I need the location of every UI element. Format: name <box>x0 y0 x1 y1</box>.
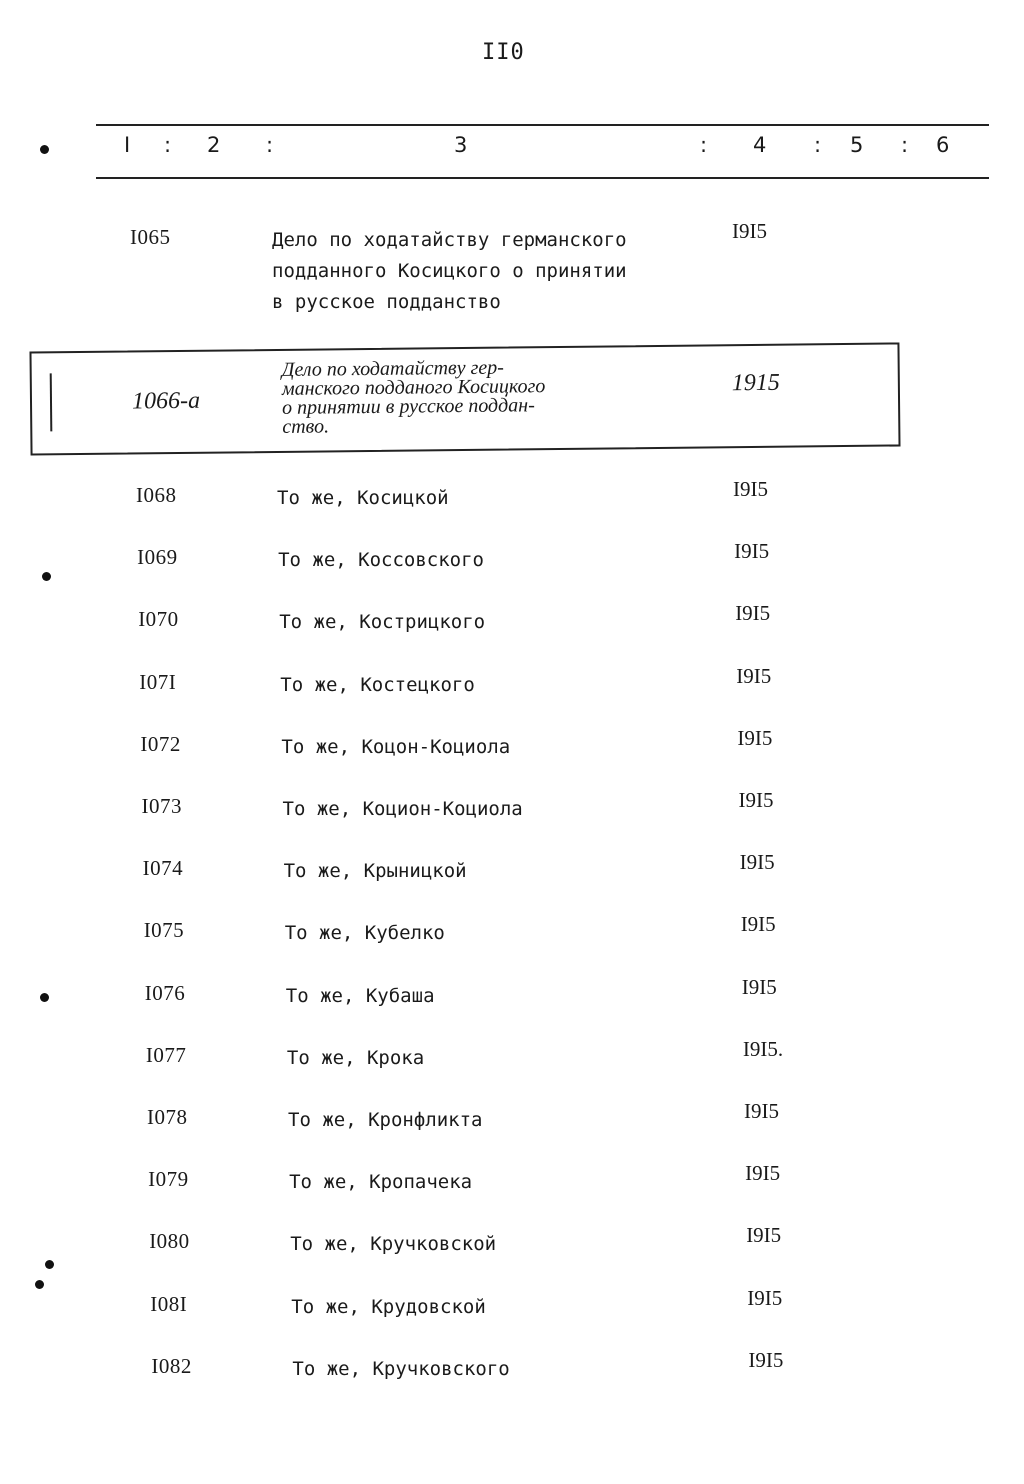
row-year: I9I5 <box>734 539 770 564</box>
header-col-5: 5 <box>850 133 864 157</box>
table-row <box>0 912 1024 958</box>
row-year: I9I5. <box>742 1036 784 1061</box>
pasted-correction-slip <box>29 342 900 455</box>
row-year: I9I5 <box>737 725 773 750</box>
table-row <box>0 477 1024 523</box>
row-title: То же, Кронфликта <box>288 1109 483 1131</box>
table-row <box>0 1161 1024 1207</box>
binding-hole <box>40 145 49 154</box>
row-number: I074 <box>142 856 184 881</box>
row-year: I9I5 <box>748 1347 784 1372</box>
header-col-3: 3 <box>454 133 468 157</box>
table-row-first <box>0 219 1024 313</box>
row-number: I080 <box>149 1229 190 1254</box>
slip-margin-mark <box>50 373 53 431</box>
header-col-4: 4 <box>753 133 767 157</box>
row-year: I9I5 <box>738 788 774 812</box>
row-year: I9I5 <box>740 912 776 937</box>
binding-hole <box>42 572 51 581</box>
slip-text: Дело по ходатайству гер- манского подданого Косицкого о принятии в русское поддан- ство. <box>281 356 546 438</box>
header-col-1: I <box>124 133 131 157</box>
row-title: То же, Крудовской <box>291 1295 486 1318</box>
table-header-top-rule <box>96 124 989 126</box>
row-title: То же, Кручковской <box>290 1233 497 1256</box>
row-number: I075 <box>143 918 185 943</box>
header-sep-3: : <box>700 133 708 157</box>
row-title: То же, Коцон-Коциола <box>281 735 511 758</box>
row-title: То же, Костецкого <box>280 673 475 696</box>
row-title: То же, Косицкой <box>277 487 449 509</box>
row-title: То же, Кручковского <box>292 1357 510 1380</box>
row-title: То же, Коцион-Коциола <box>282 798 523 820</box>
row-title: То же, Кубелко <box>284 922 445 945</box>
row-number: I082 <box>151 1353 192 1378</box>
row-year: I9I5 <box>741 974 777 999</box>
header-col-2: 2 <box>207 133 221 157</box>
row-number: I076 <box>144 980 186 1005</box>
table-row <box>0 601 1024 647</box>
slip-number: 1066-а <box>131 387 201 415</box>
header-sep-5: : <box>901 133 909 157</box>
row-number: I08I <box>150 1291 188 1316</box>
row-number: I069 <box>137 545 178 570</box>
row-year: I9I5 <box>739 850 775 875</box>
row-title: То же, Кострицкого <box>279 611 486 634</box>
row-number: I07I <box>139 669 177 694</box>
table-row <box>0 1347 1024 1394</box>
row-number: I078 <box>147 1105 188 1129</box>
row-number: I065 <box>130 225 171 249</box>
binding-hole <box>40 993 49 1002</box>
row-title: То же, Коссовского <box>278 549 484 572</box>
row-year: I9I5 <box>736 663 772 688</box>
header-sep-1: : <box>164 133 172 157</box>
row-number: I073 <box>141 794 182 818</box>
binding-hole <box>45 1260 54 1269</box>
row-title: То же, Крыницкой <box>283 860 467 883</box>
row-number: I070 <box>138 607 179 632</box>
header-sep-4: : <box>814 133 822 157</box>
row-year: I9I5 <box>744 1099 779 1123</box>
row-year: I9I5 <box>746 1223 782 1248</box>
row-year: I9I5 <box>735 601 771 626</box>
table-row <box>0 1099 1024 1145</box>
table-row <box>0 1036 1024 1083</box>
table-row <box>0 974 1024 1021</box>
row-number: I068 <box>136 483 177 507</box>
row-year: I9I5 <box>732 219 767 243</box>
row-title: То же, Кропачека <box>289 1171 473 1194</box>
row-title: Дело по ходатайству германского подданного Косицкого о принятии в русское подданство <box>272 229 627 313</box>
slip-year: 1915 <box>731 369 780 397</box>
row-number: I077 <box>145 1042 187 1067</box>
header-col-6: 6 <box>936 133 950 157</box>
table-row <box>0 1223 1024 1269</box>
table-row <box>0 788 1024 834</box>
header-sep-2: : <box>266 133 274 157</box>
table-row <box>0 1285 1024 1332</box>
page-number: II0 <box>482 40 525 65</box>
row-title: То же, Кубаша <box>285 984 435 1007</box>
table-row <box>0 850 1024 896</box>
table-row <box>0 539 1024 585</box>
table-row <box>0 725 1024 772</box>
row-number: I072 <box>140 731 181 756</box>
row-year: I9I5 <box>733 477 768 501</box>
row-year: I9I5 <box>747 1285 783 1310</box>
row-title: То же, Крока <box>286 1046 425 1069</box>
table-header-bottom-rule <box>96 177 989 179</box>
table-row <box>0 663 1024 710</box>
binding-hole <box>35 1280 44 1289</box>
row-year: I9I5 <box>745 1161 781 1186</box>
row-number: I079 <box>148 1167 189 1192</box>
